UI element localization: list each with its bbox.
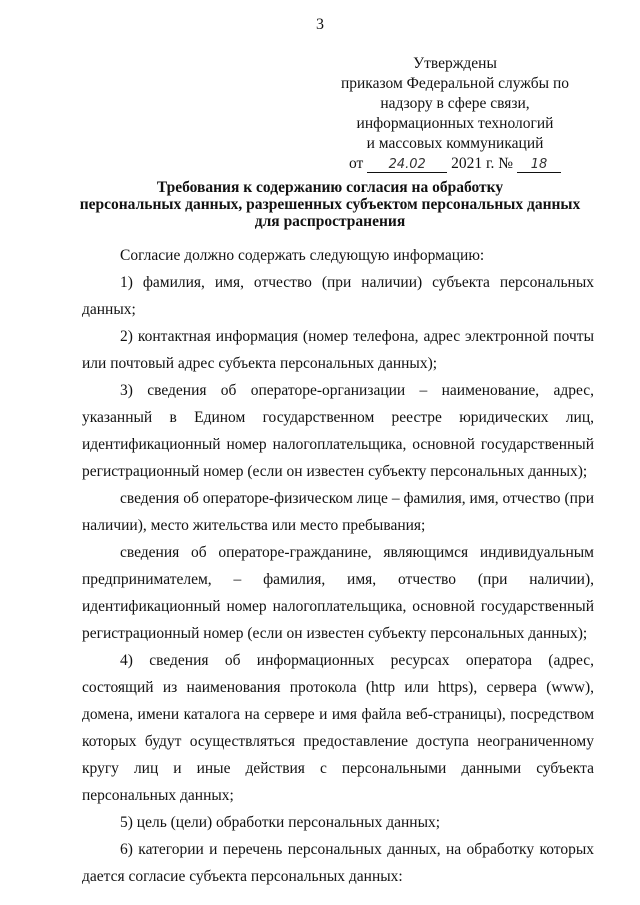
approval-line-2: приказом Федеральной службы по [340, 75, 570, 92]
approval-line-4: информационных технологий [356, 115, 554, 132]
paragraph-intro: Согласие должно содержать следующую информацию: [120, 247, 485, 264]
approval-date-handwritten: 24.02 [388, 157, 426, 172]
approval-number-handwritten: 18 [530, 157, 548, 172]
approval-line-5: и массовых коммуникаций [366, 135, 544, 152]
title-line-2: персональных данных, разрешенных субъектом персональных данных [79, 196, 581, 213]
page-number: 3 [316, 16, 324, 33]
title-line-3: для распространения [254, 213, 406, 230]
paragraph-item-3-entrepreneur: сведения об операторе-гражданине, являющимся индивидуальным предпринимателем, – фамилия, имя, отчество (при наличии), идентификационный номер налогоплательщика, основной государственный регистрационный номер (если он известен субъекту персональных данных); [82, 544, 594, 642]
document-body [82, 242, 594, 890]
paragraph-item-3-individual: сведения об операторе-физическом лице – фамилия, имя, отчество (при наличии), место жительства или место пребывания; [82, 490, 594, 534]
paragraph-item-5: 5) цель (цели) обработки персональных данных; [120, 814, 441, 831]
approval-line-1: Утверждены [413, 55, 497, 72]
title-line-1: Требования к содержанию согласия на обработку [156, 179, 504, 196]
approval-year-text: 2021 г. № [451, 155, 514, 172]
approval-date-blank [367, 157, 447, 173]
paragraph-item-6: 6) категории и перечень персональных данных, на обработку которых дается согласие субъекта персональных данных: [82, 841, 594, 885]
approval-line-3: надзору в сфере связи, [380, 95, 530, 112]
paragraph-item-1: 1) фамилия, имя, отчество (при наличии) субъекта персональных данных; [82, 274, 594, 318]
paragraph-item-3: 3) сведения об операторе-организации – наименование, адрес, указанный в Едином государственном реестре юридических лиц, идентификационный номер налогоплательщика, основной государственный регистрационный номер (если он известен субъекту персональных данных); [82, 382, 594, 480]
approval-block [330, 54, 580, 174]
approval-number-blank [517, 157, 561, 173]
approval-date-line [330, 154, 580, 174]
paragraph-item-2: 2) контактная информация (номер телефона, адрес электронной почты или почтовый адрес субъекта персональных данных); [82, 328, 594, 372]
approval-date-prefix: от [349, 155, 364, 172]
paragraph-item-4: 4) сведения об информационных ресурсах оператора (адрес, состоящий из наименования протокола (http или https), сервера (www), домена, имени каталога на сервере и имя файла веб-страницы), посредством которых будут осуществляться предоставление доступа неограниченному кругу лиц и иные действия с персональными данными субъекта персональных данных; [82, 652, 594, 804]
document-title [60, 179, 600, 230]
